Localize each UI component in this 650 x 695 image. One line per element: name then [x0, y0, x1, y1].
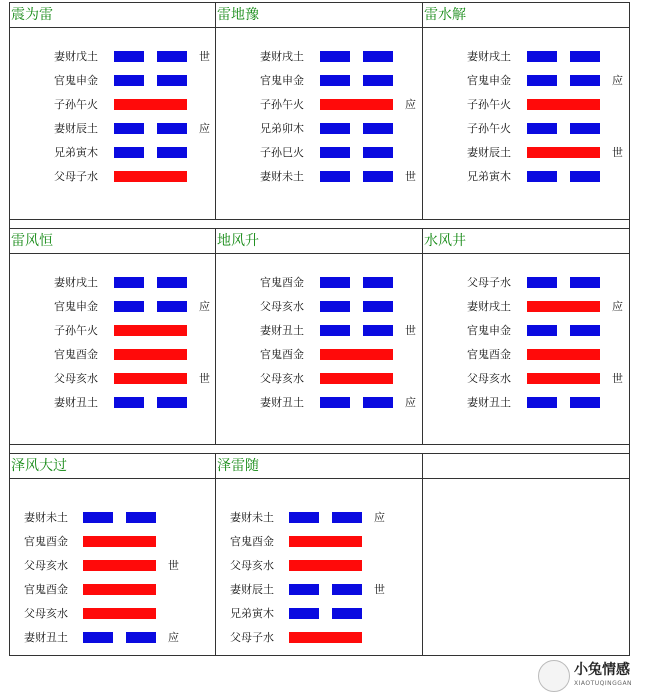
line-row	[10, 630, 215, 646]
line-mark: 应	[168, 631, 179, 644]
line-row	[216, 49, 422, 65]
yin-line-segment	[320, 147, 350, 158]
line-label: 妻财辰土	[467, 146, 511, 159]
line-label: 父母子水	[54, 170, 98, 183]
line-label: 官鬼酉金	[260, 276, 304, 289]
yin-line-segment	[289, 584, 319, 595]
hexagram-title: 雷地豫	[216, 3, 422, 28]
yang-line	[527, 99, 600, 110]
line-row	[216, 121, 422, 137]
yin-line-segment	[126, 512, 156, 523]
yin-line-segment	[363, 147, 393, 158]
yang-line	[83, 584, 156, 595]
yang-line	[289, 536, 362, 547]
line-row	[216, 97, 422, 113]
line-label: 官鬼申金	[467, 324, 511, 337]
line-label: 官鬼酉金	[24, 583, 68, 596]
yin-line-segment	[363, 171, 393, 182]
yin-line-segment	[83, 632, 113, 643]
line-label: 官鬼申金	[54, 74, 98, 87]
line-row	[423, 73, 629, 89]
line-label: 父母亥水	[230, 559, 274, 572]
line-mark: 世	[374, 583, 385, 596]
rabbit-logo-icon	[538, 660, 570, 692]
hexagram-table	[9, 2, 630, 656]
hexagram-cell	[216, 3, 423, 219]
yin-line-segment	[527, 397, 557, 408]
yin-line-segment	[157, 301, 187, 312]
yin-line-segment	[157, 397, 187, 408]
yin-line-segment	[320, 51, 350, 62]
watermark	[538, 656, 648, 694]
line-label: 官鬼申金	[467, 74, 511, 87]
line-row	[10, 145, 215, 161]
line-row	[10, 371, 215, 387]
yin-line-segment	[570, 325, 600, 336]
yin-line-segment	[114, 301, 144, 312]
line-row	[216, 606, 422, 622]
line-label: 父母子水	[230, 631, 274, 644]
line-row	[423, 299, 629, 315]
line-row	[216, 145, 422, 161]
yin-line-segment	[126, 632, 156, 643]
yang-line	[114, 325, 187, 336]
yin-line-segment	[320, 397, 350, 408]
line-mark: 应	[405, 396, 416, 409]
line-mark: 应	[612, 74, 623, 87]
yang-line	[289, 632, 362, 643]
yin-line-segment	[363, 51, 393, 62]
yin-line-segment	[289, 608, 319, 619]
yang-line	[83, 608, 156, 619]
yang-line	[527, 301, 600, 312]
line-row	[423, 169, 629, 185]
line-row	[423, 97, 629, 113]
yin-line-segment	[320, 123, 350, 134]
line-label: 子孙午火	[467, 122, 511, 135]
line-label: 妻财辰土	[54, 122, 98, 135]
line-label: 妻财辰土	[230, 583, 274, 596]
yin-line-segment	[527, 325, 557, 336]
yin-line-segment	[570, 397, 600, 408]
line-label: 子孙巳火	[260, 146, 304, 159]
line-label: 官鬼酉金	[24, 535, 68, 548]
line-row	[216, 510, 422, 526]
line-label: 父母亥水	[260, 372, 304, 385]
line-label: 子孙午火	[467, 98, 511, 111]
line-label: 妻财丑土	[54, 396, 98, 409]
line-mark: 世	[168, 559, 179, 572]
line-row	[423, 145, 629, 161]
line-row	[10, 347, 215, 363]
line-row	[10, 582, 215, 598]
yang-line	[114, 349, 187, 360]
yin-line-segment	[570, 277, 600, 288]
line-label: 父母子水	[467, 276, 511, 289]
line-label: 父母亥水	[54, 372, 98, 385]
yin-line-segment	[320, 75, 350, 86]
yin-line-segment	[320, 277, 350, 288]
yin-line-segment	[363, 75, 393, 86]
line-label: 子孙午火	[260, 98, 304, 111]
yang-line	[320, 99, 393, 110]
line-label: 妻财戌土	[260, 50, 304, 63]
yang-line	[527, 349, 600, 360]
line-label: 兄弟寅木	[467, 170, 511, 183]
yin-line-segment	[363, 397, 393, 408]
hexagram-title: 泽风大过	[10, 454, 215, 479]
yin-line-segment	[157, 123, 187, 134]
yang-line	[527, 373, 600, 384]
line-row	[10, 97, 215, 113]
line-label: 子孙午火	[54, 324, 98, 337]
hexagram-cell	[10, 3, 216, 219]
yin-line-segment	[114, 397, 144, 408]
yang-line	[114, 99, 187, 110]
yin-line-segment	[527, 51, 557, 62]
line-label: 官鬼酉金	[467, 348, 511, 361]
line-label: 兄弟卯木	[260, 122, 304, 135]
line-label: 妻财戌土	[467, 50, 511, 63]
hexagram-title	[423, 454, 629, 479]
yin-line-segment	[363, 301, 393, 312]
line-label: 妻财未土	[230, 511, 274, 524]
yang-line	[114, 171, 187, 182]
line-label: 兄弟寅木	[54, 146, 98, 159]
line-label: 父母亥水	[467, 372, 511, 385]
line-label: 父母亥水	[260, 300, 304, 313]
line-row	[10, 49, 215, 65]
yin-line-segment	[527, 75, 557, 86]
hexagram-title: 地风升	[216, 229, 422, 254]
yin-line-segment	[114, 277, 144, 288]
line-mark: 世	[612, 372, 623, 385]
yin-line-segment	[320, 325, 350, 336]
line-row	[10, 169, 215, 185]
hexagram-cell	[216, 229, 423, 445]
yin-line-segment	[332, 512, 362, 523]
line-row	[216, 169, 422, 185]
hexagram-title: 泽雷随	[216, 454, 422, 479]
yang-line	[320, 349, 393, 360]
yin-line-segment	[157, 277, 187, 288]
line-mark: 世	[612, 146, 623, 159]
watermark-subtitle: XIAOTUQINGGAN	[574, 680, 633, 687]
line-label: 官鬼酉金	[230, 535, 274, 548]
line-mark: 应	[199, 122, 210, 135]
yin-line-segment	[527, 123, 557, 134]
line-label: 父母亥水	[24, 559, 68, 572]
line-mark: 世	[405, 170, 416, 183]
line-row	[216, 630, 422, 646]
line-label: 父母亥水	[24, 607, 68, 620]
hexagram-cell	[10, 454, 216, 655]
yin-line-segment	[320, 171, 350, 182]
line-row	[10, 606, 215, 622]
line-label: 官鬼酉金	[54, 348, 98, 361]
line-row	[10, 73, 215, 89]
row-separator	[10, 444, 629, 454]
yang-line	[320, 373, 393, 384]
yin-line-segment	[363, 277, 393, 288]
line-row	[10, 299, 215, 315]
line-label: 妻财丑土	[260, 324, 304, 337]
line-row	[216, 323, 422, 339]
line-row	[423, 347, 629, 363]
line-row	[216, 371, 422, 387]
yin-line-segment	[570, 171, 600, 182]
line-label: 官鬼酉金	[260, 348, 304, 361]
line-row	[423, 323, 629, 339]
yin-line-segment	[363, 325, 393, 336]
line-label: 妻财戌土	[467, 300, 511, 313]
line-row	[10, 510, 215, 526]
line-row	[216, 558, 422, 574]
line-row	[10, 323, 215, 339]
yin-line-segment	[332, 608, 362, 619]
hexagram-cell	[423, 454, 629, 655]
hexagram-title: 水风井	[423, 229, 629, 254]
yin-line-segment	[114, 51, 144, 62]
hexagram-cell	[423, 3, 629, 219]
line-row	[10, 534, 215, 550]
line-mark: 应	[405, 98, 416, 111]
yin-line-segment	[114, 147, 144, 158]
line-mark: 应	[612, 300, 623, 313]
yin-line-segment	[332, 584, 362, 595]
yang-line	[289, 560, 362, 571]
line-label: 妻财未土	[24, 511, 68, 524]
yin-line-segment	[83, 512, 113, 523]
line-row	[216, 347, 422, 363]
line-row	[423, 49, 629, 65]
yin-line-segment	[527, 277, 557, 288]
line-row	[10, 558, 215, 574]
yang-line	[83, 560, 156, 571]
line-row	[216, 395, 422, 411]
line-mark: 世	[405, 324, 416, 337]
hexagram-title: 雷水解	[423, 3, 629, 28]
line-row	[216, 73, 422, 89]
line-mark: 世	[199, 372, 210, 385]
line-mark: 世	[199, 50, 210, 63]
line-row	[423, 121, 629, 137]
line-row	[216, 299, 422, 315]
hexagram-cell	[423, 229, 629, 445]
line-label: 官鬼申金	[260, 74, 304, 87]
line-mark: 应	[199, 300, 210, 313]
hexagram-cell	[10, 229, 216, 445]
yin-line-segment	[114, 75, 144, 86]
yin-line-segment	[570, 51, 600, 62]
line-row	[216, 582, 422, 598]
line-label: 兄弟寅木	[230, 607, 274, 620]
yin-line-segment	[570, 123, 600, 134]
yin-line-segment	[363, 123, 393, 134]
line-row	[423, 371, 629, 387]
line-row	[10, 121, 215, 137]
yin-line-segment	[289, 512, 319, 523]
line-label: 子孙午火	[54, 98, 98, 111]
yin-line-segment	[157, 147, 187, 158]
line-label: 妻财戊土	[54, 50, 98, 63]
hexagram-cell	[216, 454, 423, 655]
line-row	[10, 275, 215, 291]
hexagram-title: 震为雷	[10, 3, 215, 28]
watermark-name: 小兔情感	[574, 662, 630, 678]
yang-line	[83, 536, 156, 547]
line-row	[216, 275, 422, 291]
line-label: 官鬼申金	[54, 300, 98, 313]
line-label: 妻财未土	[260, 170, 304, 183]
yin-line-segment	[320, 301, 350, 312]
yin-line-segment	[157, 75, 187, 86]
line-label: 妻财丑土	[467, 396, 511, 409]
yin-line-segment	[527, 171, 557, 182]
yin-line-segment	[157, 51, 187, 62]
yin-line-segment	[570, 75, 600, 86]
line-label: 妻财丑土	[260, 396, 304, 409]
yang-line	[527, 147, 600, 158]
line-row	[216, 534, 422, 550]
yang-line	[114, 373, 187, 384]
line-label: 妻财戌土	[54, 276, 98, 289]
line-row	[10, 395, 215, 411]
hexagram-title: 雷风恒	[10, 229, 215, 254]
yin-line-segment	[114, 123, 144, 134]
line-label: 妻财丑土	[24, 631, 68, 644]
line-row	[423, 395, 629, 411]
line-mark: 应	[374, 511, 385, 524]
line-row	[423, 275, 629, 291]
row-separator	[10, 219, 629, 229]
